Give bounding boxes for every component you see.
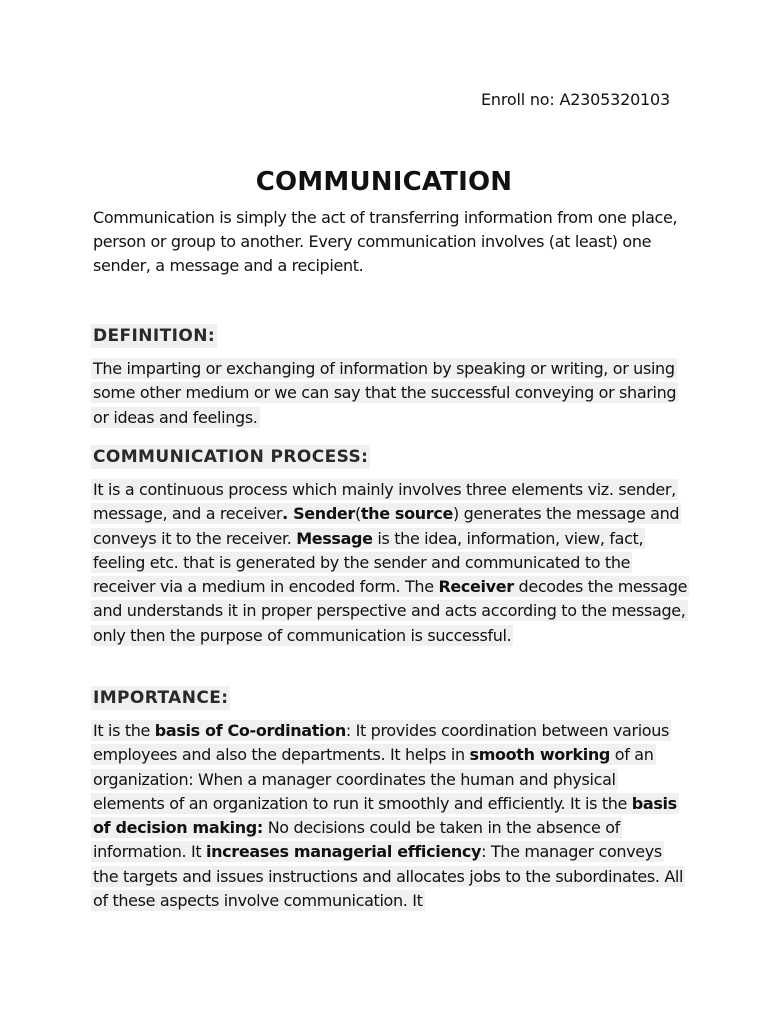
definition-heading: DEFINITION: xyxy=(93,326,216,346)
importance-heading: IMPORTANCE: xyxy=(93,688,229,708)
process-text-2: ( xyxy=(354,504,361,524)
enroll-number: Enroll no: A2305320103 xyxy=(481,90,670,109)
process-text-3: ) generates the message and conveys it to the receiver. xyxy=(93,504,680,548)
message-term: Message xyxy=(296,528,373,548)
managerial-efficiency-term: increases managerial efficiency xyxy=(206,842,482,862)
process-heading: COMMUNICATION PROCESS: xyxy=(93,447,369,467)
process-paragraph xyxy=(91,478,691,648)
importance-text-4: No decisions could be taken in the absence of information. It xyxy=(93,818,620,862)
decision-making-term: basis of decision making: xyxy=(93,793,677,838)
importance-text-1: It is the xyxy=(93,721,155,740)
process-text-4: is the idea, information, view, fact, feeling etc. that is generated by the sender and communicated to the receiver via a medium in encoded form. The xyxy=(93,528,644,597)
receiver-term: Receiver xyxy=(438,577,514,597)
intro-paragraph: Communication is simply the act of transferring information from one place, person or group to another. Every communication involves (at least) one sender, a message and a recipient. xyxy=(93,208,678,275)
process-text xyxy=(91,479,689,646)
importance-text-5: : The manager conveys the targets and issues instructions and allocates jobs to the subordinates. All of these aspects involve communication. It xyxy=(93,842,684,911)
sender-term: . Sender xyxy=(282,504,355,524)
page-title: COMMUNICATION xyxy=(255,167,513,197)
importance-text xyxy=(91,720,685,911)
coordination-term: basis of Co-ordination xyxy=(154,721,346,740)
source-term: the source xyxy=(360,504,453,524)
smooth-working-term: smooth working xyxy=(469,745,611,765)
process-text-5: decodes the message and understands it in proper perspective and acts according to the message, only then the purpose of communication is successful. xyxy=(93,577,688,645)
definition-paragraph xyxy=(91,357,691,430)
definition-text: The imparting or exchanging of information by speaking or writing, or using some other medium or we can say that the successful conveying or sharing or ideas and feelings. xyxy=(93,359,677,427)
process-text-1: It is a continuous process which mainly involves three elements viz. sender, message, and a receiver xyxy=(93,480,676,524)
importance-paragraph xyxy=(91,719,691,913)
importance-text-2: : It provides coordination between various employees and also the departments. It helps in xyxy=(93,721,670,765)
importance-text-3: of an organization: When a manager coordinates the human and physical elements of an organization to run it smoothly and efficiently. It is the xyxy=(93,745,654,813)
